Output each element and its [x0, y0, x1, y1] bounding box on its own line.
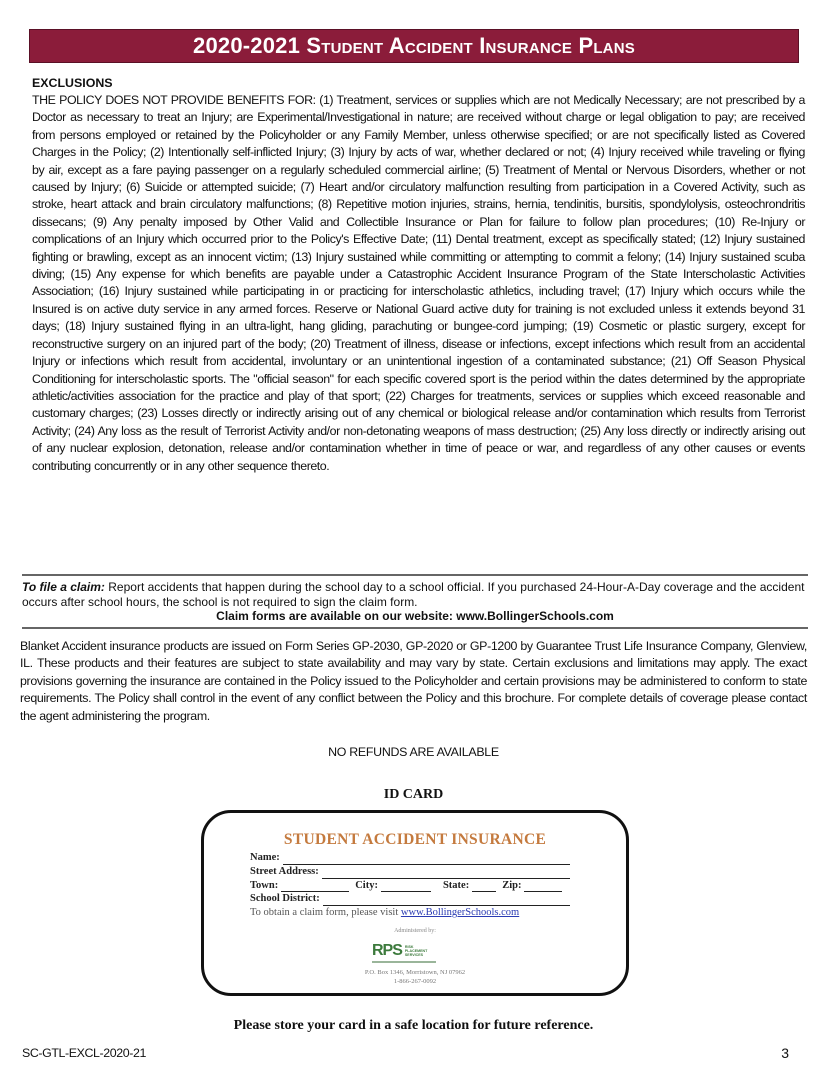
divider-top [22, 574, 808, 576]
rps-logo-tagline-bar [372, 961, 436, 963]
page-number: 3 [781, 1045, 789, 1061]
town-label: Town: [250, 879, 279, 891]
street-address-label: Street Address: [250, 865, 319, 877]
rps-logo [372, 941, 436, 961]
rps-logo-words [405, 945, 427, 957]
store-card-note: Please store your card in a safe location for future reference. [233, 1018, 594, 1033]
administrator-contact [204, 968, 626, 986]
claim-website-line: Claim forms are available on our website: www.BollingerSchools.com [216, 609, 614, 623]
title-banner [29, 29, 799, 63]
id-card-heading: STUDENT ACCIDENT INSURANCE [283, 831, 547, 848]
rps-logo-mark: RPS [372, 942, 402, 959]
claim-form-visit-line [250, 906, 570, 920]
zip-label: Zip: [502, 879, 522, 891]
rps-word-services: SERVICES [404, 953, 424, 957]
id-card-fields [250, 851, 570, 920]
school-district-label: School District: [250, 893, 320, 905]
page-title: 2020-2021 Student Accident Insurance Plans [193, 33, 635, 58]
school-district-field[interactable] [250, 892, 570, 906]
school-district-blank[interactable] [323, 895, 570, 906]
city-label: City: [355, 879, 378, 891]
state-label: State: [442, 879, 470, 891]
visit-text: To obtain a claim form, please visit [250, 907, 401, 919]
name-label: Name: [250, 852, 280, 863]
administrator-phone: 1-866-267-0092 [393, 978, 437, 985]
claim-text: Report accidents that happen during the school day to a school official. If you purchased 24-Hour-A-Day coverage and the accident occurs after school hours, the school is not required to sign the claim form. [22, 580, 805, 609]
exclusions-text: THE POLICY DOES NOT PROVIDE BENEFITS FOR: (1) Treatment, services or supplies which are not Medically Necessary; are not prescribed by a Doctor as necessary to treat an Injury; are Experimental/Investigational in nature; are received without charge or legal obligation to pay; are received from persons employed or retained by the Policyholder or any Family Member, unless otherwise specified; or are not specifically listed as Covered Charges in the Policy; (2) Intentionally self-inflicted Injury; (3) Injury by acts of war, whether declared or not; (4) Injury received while traveling or flying by air, except as a fare paying passenger on a regularly scheduled commercial airline; (5) Treatment of Mental or Nervous Disorders, whether or not caused by Injury; (6) Suicide or attempted suicide; (7) Heart and/or circulatory malfunction resulting from participation in a Covered Activity, such as stroke, heart attack and brain circulatory malfunctions; (8) Repetitive motion injuries, strains, hernia, tendinitis, bursitis, spondylolysis, osteochrondritis dissecans; (9) Any penalty imposed by Other Valid and Collectible Insurance or Plan for failure to follow plan procedures; (10) Re-Injury or complications of an Injury which occurred prior to the Policy's Effective Date; (11) Dental treatment, except as specifically stated; (12) Injury sustained fighting or brawling, except as an innocent victim; (13) Injury sustained while committing or attempting to commit a felony; (14) Injury sustained scuba diving; (15) Any expense for which benefits are payable under a Catastrophic Accident Insurance Program of the State Interscholastic Activities Association; (16) Injury sustained while participating in or practicing for interscholastic athletics, including travel; (17) Injury which occurs while the Insured is on active duty service in any armed forces. Reserve or National Guard active duty for training is not excluded unless it extends beyond 31 days; (18) Injury sustained flying in an ultra-light, hang gliding, parachuting or bungee-cord jumping; (19) Cosmetic or plastic surgery, except for reconstructive surgery on an injured part of the body; (20) Treatment of illness, disease or infections, except infections which result from an accidental Injury or infections which result from accidental, involuntary or an unintentional ingestion of a contaminated substance; (21) Off Season Physical Conditioning for interscholastic sports. The "official season" for each specific covered sport is the period within the dates determined by the appropriate athletic/activities association for the practice and play of that sport; (22) Charges for treatments, services or supplies which exceed reasonable and customary charges; (23) Losses directly or indirectly arising out of any chemical or biological release and/or contamination which results from Terrorist Activity; (24) Any loss as the result of Terrorist Activity and/or non-detonating weapons of mass destruction; (25) Any loss directly or indirectly arising out of any nuclear explosion, detonation, release and/or contamination whether in time of peace or war, and regardless of any other causes or events contributing concurrently or in any other sequence thereto. [32, 93, 805, 473]
claim-section [22, 580, 808, 624]
divider-bottom [22, 627, 808, 629]
administered-by-label: Administered by: [394, 928, 436, 934]
bollinger-schools-link[interactable]: www.BollingerSchools.com [400, 907, 520, 919]
street-address-blank[interactable] [322, 868, 570, 879]
name-field[interactable] [250, 851, 570, 865]
exclusions-heading: EXCLUSIONS [32, 76, 113, 90]
claim-lead: To file a claim: [22, 580, 105, 594]
disclaimer-text: Blanket Accident insurance products are issued on Form Series GP-2030, GP-2020 or GP-1200 by Guarantee Trust Life Insurance Company, Glenview, IL. These products and their features are subject to state availability and may vary by state. Certain exclusions and limitations may apply. The exact provisions governing the insurance are contained in the Policy issued to the Policyholder and certain provisions may be administered to conform to state requirements. The Policy shall control in the event of any conflict between the Policy and this brochure. For complete details of coverage please contact the agent administering the program. [20, 639, 807, 723]
city-blank[interactable] [381, 881, 431, 892]
state-blank[interactable] [472, 881, 496, 892]
no-refunds-notice: NO REFUNDS ARE AVAILABLE [328, 745, 499, 759]
rps-word-placement: PLACEMENT [404, 949, 428, 953]
claim-instructions [22, 580, 808, 609]
town-blank[interactable] [281, 881, 349, 892]
id-card [201, 810, 629, 996]
id-card-section-title: ID CARD [383, 787, 444, 802]
town-city-state-zip-row [250, 879, 570, 893]
document-code: SC-GTL-EXCL-2020-21 [22, 1046, 146, 1060]
rps-word-risk: RISK [404, 945, 414, 949]
street-address-field[interactable] [250, 865, 570, 879]
zip-blank[interactable] [524, 881, 562, 892]
name-blank[interactable] [283, 854, 570, 865]
administrator-address: P.O. Box 1346, Morristown, NJ 07962 [364, 969, 466, 976]
